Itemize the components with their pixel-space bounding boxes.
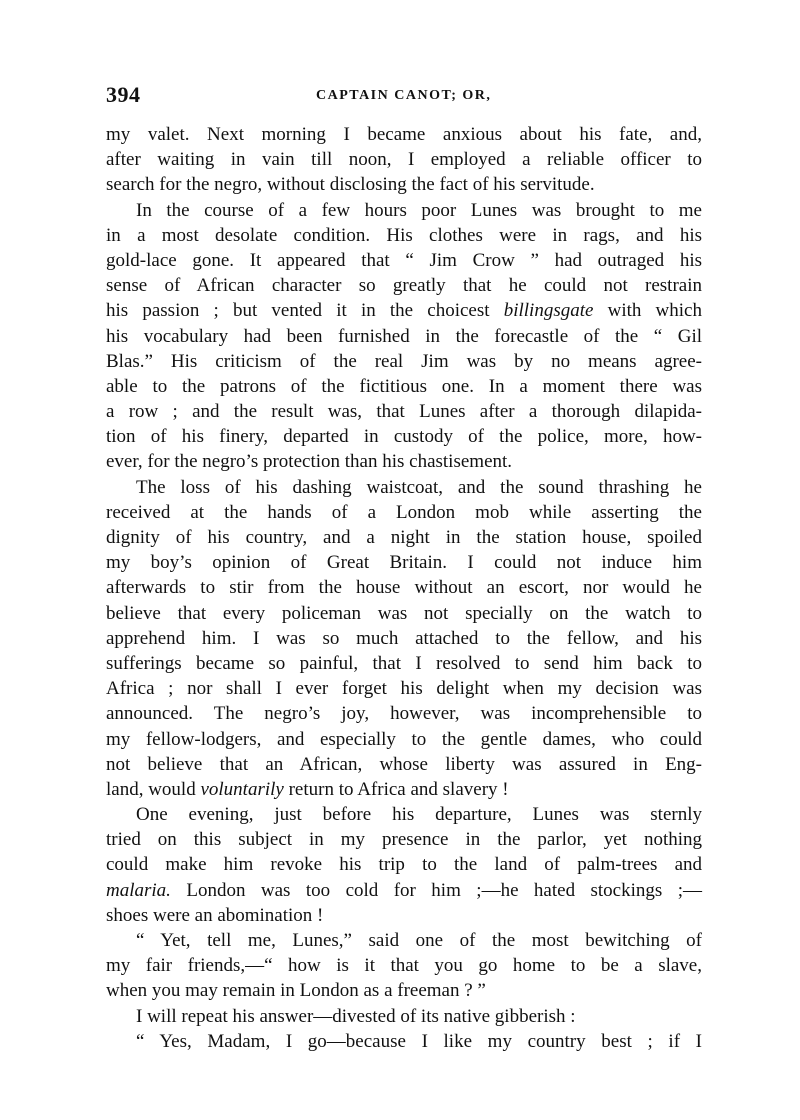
paragraph-start-line: The loss of his dashing waistcoat, and the sound thrashing he	[136, 476, 702, 498]
page-header	[106, 82, 706, 106]
text-line: not believe that an African, whose liberty was assured in Eng-	[106, 753, 702, 775]
text-line: my boy’s opinion of Great Britain. I could not induce him	[106, 552, 702, 574]
paragraph-start-line: “ Yet, tell me, Lunes,” said one of the most bewitching of	[136, 930, 702, 951]
text-line: in a most desolate condition. His clothes were in rags, and his	[106, 224, 702, 246]
text-line: Africa ; nor shall I ever forget his delight when my decision was	[106, 678, 702, 700]
text-line: tried on this subject in my presence in the parlor, yet nothing	[106, 829, 702, 851]
text-line: could make him revoke his trip to the land of palm-trees and	[106, 854, 702, 876]
paragraph-start-line: In the course of a few hours poor Lunes was brought to me	[136, 199, 702, 221]
paragraph-start-line: One evening, just before his departure, Lunes was sternly	[136, 804, 702, 826]
text-line: a row ; and the result was, that Lunes after a thorough dilapida-	[106, 401, 702, 423]
italic-text: billingsgate	[503, 300, 594, 322]
text-line: malaria. London was too cold for him ;—he hated stockings ;—	[106, 879, 702, 901]
running-head: CAPTAIN CANOT; OR,	[316, 88, 492, 103]
text-line: believe that every policeman was not specially on the watch to	[106, 602, 702, 624]
text-line: his passion ; but vented it in the choicest billingsgate with which	[106, 300, 702, 322]
text-line: shoes were an abomination !	[106, 904, 324, 926]
text-line: land, would voluntarily return to Africa and slavery !	[106, 778, 509, 800]
body-text	[106, 122, 702, 1054]
text-line: my fellow-lodgers, and especially to the gentle dames, who could	[106, 728, 702, 750]
text-line: announced. The negro’s joy, however, was incomprehensible to	[106, 703, 702, 725]
paragraph-start-line: I will repeat his answer—divested of its native gibberish :	[136, 1005, 576, 1027]
text-line: apprehend him. I was so much attached to the fellow, and his	[106, 627, 702, 649]
page-number: 394	[106, 82, 141, 107]
text-line: Blas.” His criticism of the real Jim was by no means agree-	[106, 350, 702, 372]
text-line: sufferings became so painful, that I resolved to send him back to	[106, 652, 702, 674]
italic-text: malaria.	[106, 879, 171, 901]
text-line: dignity of his country, and a night in the station house, spoiled	[106, 527, 702, 548]
text-line: gold-lace gone. It appeared that “ Jim Crow ” had outraged his	[106, 249, 702, 271]
text-line: his vocabulary had been furnished in the forecastle of the “ Gil	[106, 325, 702, 347]
text-line: after waiting in vain till noon, I employed a reliable officer to	[106, 149, 702, 171]
text-line: search for the negro, without disclosing the fact of his servitude.	[106, 174, 595, 196]
text-line: tion of his finery, departed in custody of the police, more, how-	[106, 426, 702, 448]
text-line: received at the hands of a London mob while asserting the	[106, 501, 702, 523]
italic-text: voluntarily	[200, 778, 284, 800]
text-line: sense of African character so greatly that he could not restrain	[106, 275, 702, 297]
text-line: my fair friends,—“ how is it that you go home to be a slave,	[106, 955, 702, 977]
text-line: ever, for the negro’s protection than his chastisement.	[106, 451, 513, 473]
text-line: when you may remain in London as a freeman ? ”	[106, 980, 486, 1002]
text-line: my valet. Next morning I became anxious about his fate, and,	[106, 124, 702, 145]
paragraph-start-line: “ Yes, Madam, I go—because I like my country best ; if I	[136, 1030, 702, 1052]
text-line: afterwards to stir from the house without an escort, nor would he	[106, 577, 702, 599]
text-line: able to the patrons of the fictitious one. In a moment there was	[106, 375, 702, 397]
